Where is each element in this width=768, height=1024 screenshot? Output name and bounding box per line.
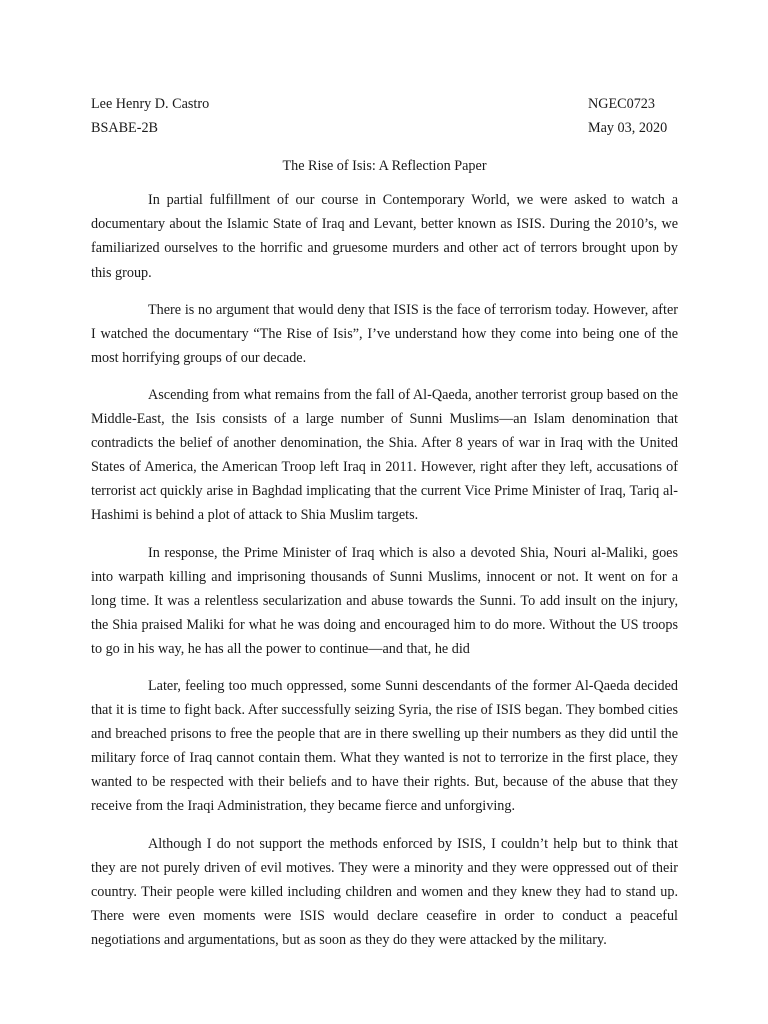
author-name: Lee Henry D. Castro	[91, 96, 210, 112]
document-date: May 03, 2020	[588, 120, 668, 137]
paragraph-4: In response, the Prime Minister of Iraq which is also a devoted Shia, Nouri al-Maliki, goes into warpath killing and imprisoning thousands of Sunni Muslims, innocent or not. It went on for a long time. It was a relentless secularization and abuse towards the Sunni. To add insult on the injury, the Shia praised Maliki for what he was doing and encouraged him to do more. Without the US troops to go in his way, he has all the power to continue—and that, he did	[91, 544, 678, 657]
course-code: NGEC0723	[588, 96, 655, 112]
document-page	[91, 92, 678, 965]
paragraph-1: In partial fulfillment of our course in Contemporary World, we were asked to watch a documentary about the Islamic State of Iraq and Levant, better known as ISIS. During the 2010’s, we familiarized ourselves to the horrific and gruesome murders and other act of terrors brought upon by this group.	[91, 192, 678, 281]
document-title: The Rise of Isis: A Reflection Paper	[282, 158, 487, 175]
paragraph-3: Ascending from what remains from the fall of Al-Qaeda, another terrorist group based on the Middle-East, the Isis consists of a large number of Sunni Muslims—an Islam denomination that contradicts the belief of another denomination, the Shia. After 8 years of war in Iraq with the United States of America, the American Troop left Iraq in 2011. However, right after they left, accusations of terrorist act quickly arise in Baghdad implicating that the current Vice Prime Minister of Iraq, Tariq al-Hashimi is behind a plot of attack to Shia Muslim targets.	[91, 386, 678, 524]
paragraph-6: Although I do not support the methods enforced by ISIS, I couldn’t help but to think that they are not purely driven of evil motives. They were a minority and they were oppressed out of their country. Their people were killed including children and women and they knew they had to stand up. There were even moments were ISIS would declare ceasefire in order to conduct a peaceful negotiations and argumentations, but as soon as they do they were attacked by the military.	[91, 835, 678, 948]
paragraph-5: Later, feeling too much oppressed, some Sunni descendants of the former Al-Qaeda decided that it is time to fight back. After successfully seizing Syria, the rise of ISIS began. They bombed cities and breached prisons to free the people that are in there swelling up their numbers as they did until the military force of Iraq cannot contain them. What they wanted is not to terrorize in the first place, they wanted to be respected with their beliefs and to have their rights. But, because of the abuse that they receive from the Iraqi Administration, they became fierce and unforgiving.	[91, 677, 678, 815]
paragraph-2: There is no argument that would deny that ISIS is the face of terrorism today. However, after I watched the documentary “The Rise of Isis”, I’ve understand how they come into being one of the most horrifying groups of our decade.	[91, 301, 678, 366]
header-row-1	[91, 92, 678, 116]
section-name: BSABE-2B	[91, 120, 159, 137]
header-row-2	[91, 116, 678, 140]
